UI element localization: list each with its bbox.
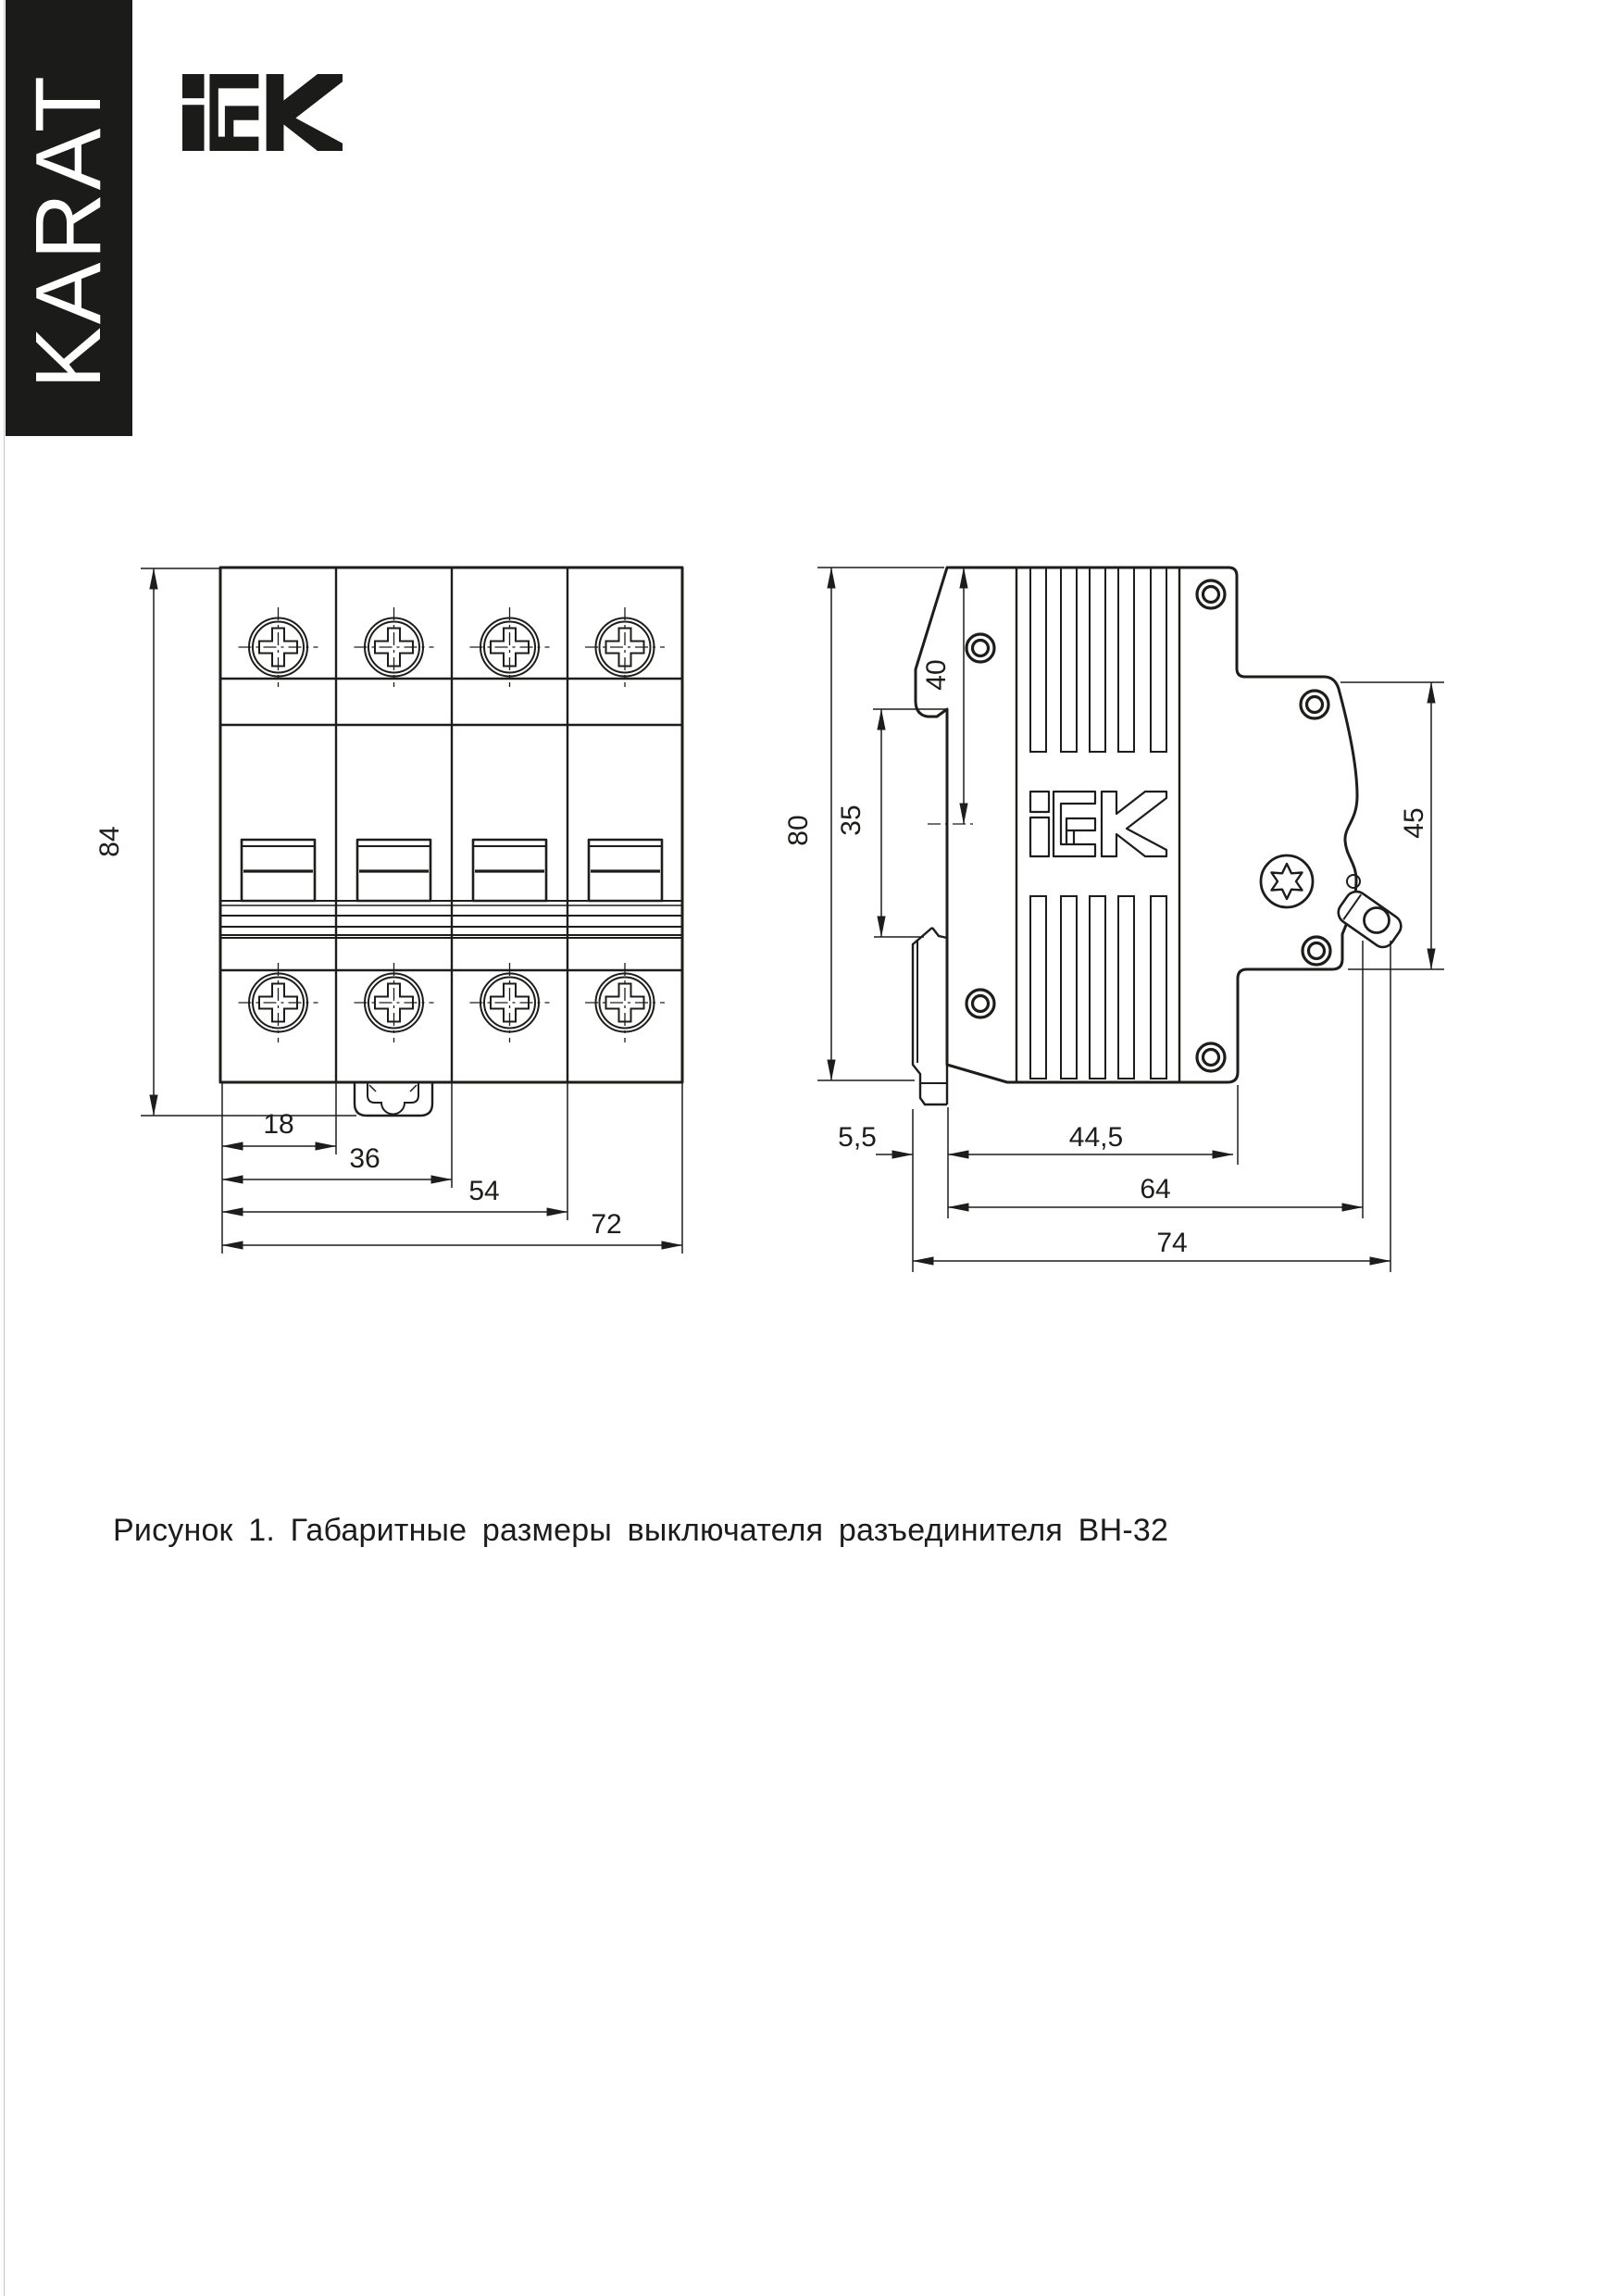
dim-84-label: 84 bbox=[94, 826, 125, 857]
dimension-front-height bbox=[94, 568, 356, 1116]
dim-40-label: 40 bbox=[921, 659, 952, 691]
vent-ribs-top bbox=[1030, 568, 1166, 752]
breaker-side-body bbox=[916, 568, 1357, 1082]
side-view bbox=[783, 568, 1444, 1272]
din-clip-front bbox=[355, 1082, 432, 1116]
dimension-rail-height bbox=[836, 709, 947, 937]
figure-caption: Рисунок 1. Габаритные размеры выключателя разъединителя ВН-32 bbox=[113, 1513, 1169, 1548]
iek-logo bbox=[182, 74, 343, 151]
torx-screw-icon bbox=[1261, 855, 1313, 907]
dimension-side-depths bbox=[838, 941, 1390, 1272]
front-view bbox=[94, 568, 682, 1254]
dimension-top-offset bbox=[921, 568, 978, 824]
dim-54-label: 54 bbox=[468, 1176, 500, 1206]
dim-74-label: 74 bbox=[1156, 1228, 1188, 1258]
dim-80-label: 80 bbox=[783, 815, 814, 846]
rivet-icon bbox=[966, 580, 1330, 1071]
dim-45-label: 45 bbox=[1399, 807, 1429, 839]
iek-logo-embossed bbox=[1030, 792, 1166, 856]
dim-64-label: 64 bbox=[1140, 1174, 1171, 1204]
dimension-front-widths bbox=[222, 1082, 682, 1254]
karat-banner-label: KARAT bbox=[17, 73, 121, 389]
dim-72-label: 72 bbox=[591, 1209, 622, 1240]
din-clip-side bbox=[913, 928, 947, 1104]
dim-44-5-label: 44,5 bbox=[1068, 1122, 1124, 1153]
dim-35-label: 35 bbox=[836, 805, 867, 836]
dim-18-label: 18 bbox=[263, 1109, 294, 1140]
dim-5-5-label: 5,5 bbox=[838, 1122, 877, 1153]
pin-hole bbox=[1347, 875, 1360, 888]
latch-lever bbox=[1334, 887, 1405, 951]
vent-ribs-bottom bbox=[1030, 896, 1166, 1079]
dim-36-label: 36 bbox=[349, 1143, 380, 1174]
